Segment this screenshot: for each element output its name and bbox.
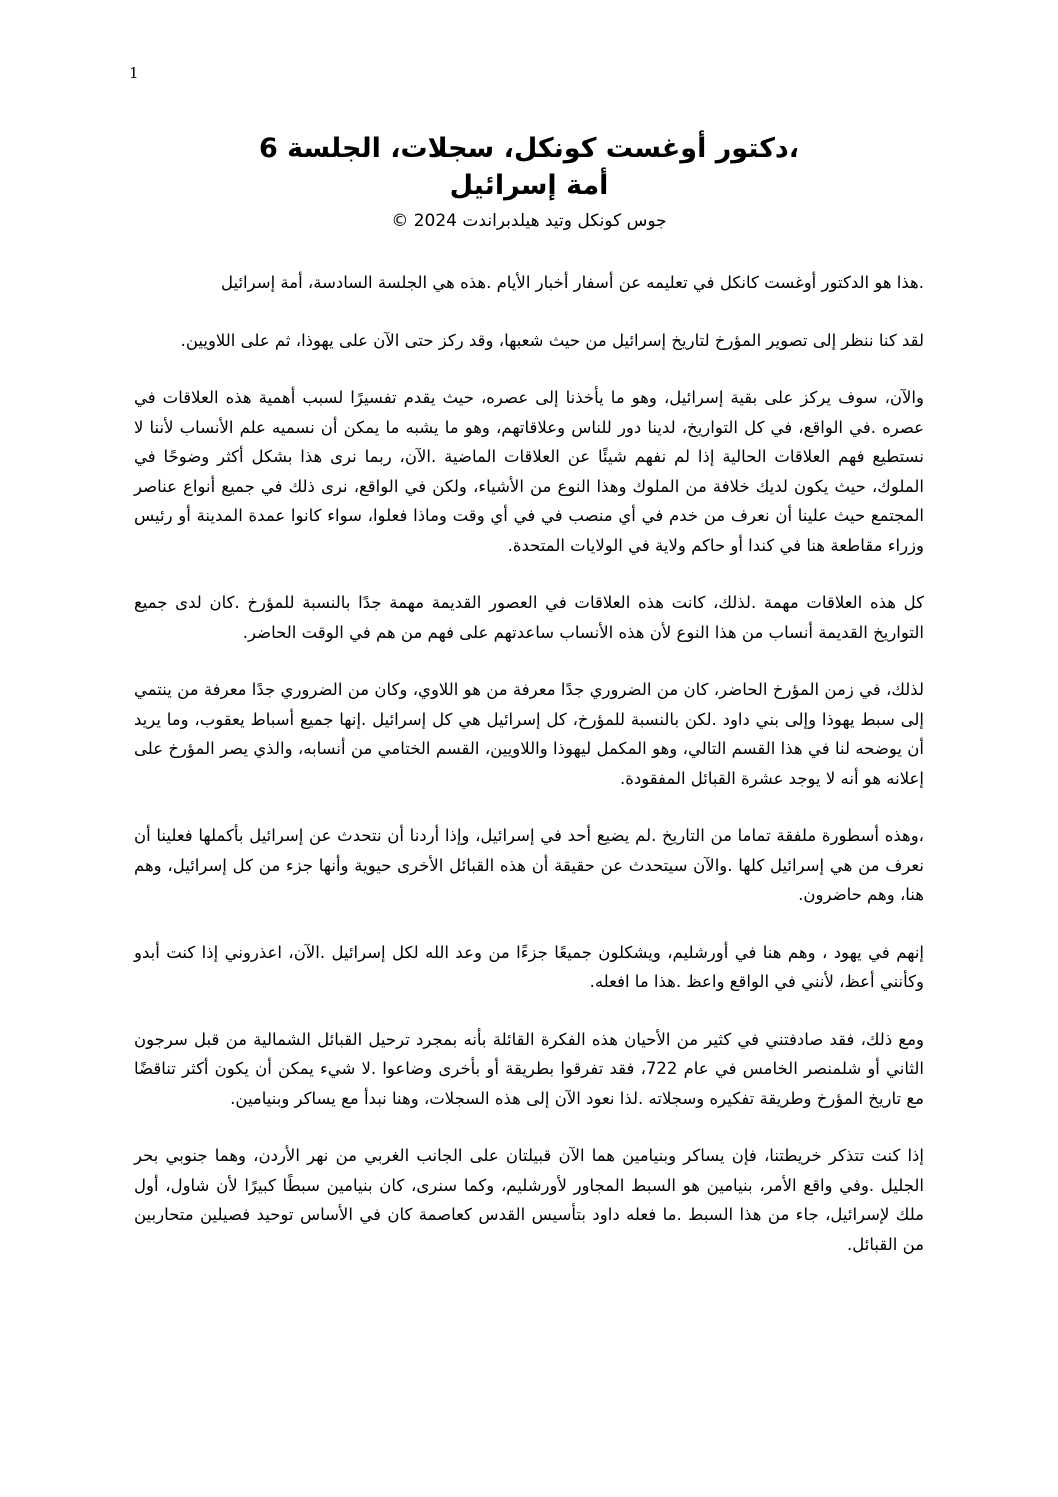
document-body (134, 268, 924, 1287)
document-header (0, 130, 1058, 234)
document-title-line-2: أمة إسرائيل (449, 170, 609, 201)
document-title-line-1: ،دكتور أوغست كونكل، سجلات، الجلسة 6 (258, 133, 800, 164)
paragraph-7: إنهم في يهود ، وهم هنا في أورشليم، ويشكلون جميعًا جزءًا من وعد الله لكل إسرائيل .الآن، اعذروني إذا كنت أبدو وكأنني أعظ، لأنني في الواقع واعظ .هذا ما افعله. (134, 942, 924, 991)
paragraph-9: إذا كنت تتذكر خريطتنا، فإن يساكر وبنيامين هما الآن قبيلتان على الجانب الغربي من نهر الأردن، وهما جنوبي بحر الجليل .وفي واقع الأمر، بنيامين هو السبط المجاور لأورشليم، وكما سنرى، كان بنيامين سبطًا كبيرًا لأن شاول، أول ملك لإسرائيل، جاء من هذا السبط .ما فعله داود بتأسيس القدس كعاصمة كان في الأساس توحيد فصيلين متحاربين من القبائل. (134, 1146, 924, 1254)
paragraph-1: .هذا هو الدكتور أوغست كانكل في تعليمه عن أسفار أخبار الأيام .هذه هي الجلسة السادسة، أمة إسرائيل (220, 273, 924, 292)
paragraph-2: لقد كنا ننظر إلى تصوير المؤرخ لتاريخ إسرائيل من حيث شعبها، وقد ركز حتى الآن على يهوذا، ثم على اللاويين. (180, 330, 924, 350)
paragraph-6: ،وهذه أسطورة ملفقة تماما من التاريخ .لم يضيع أحد في إسرائيل، وإذا أردنا أن نتحدث عن إسرائيل بأكملها فعلينا أن نعرف من هي إسرائيل كلها .والآن سيتحدث عن حقيقة أن هذه القبائل الأخرى حيوية وأنها جزء من كل إسرائيل، وهم هنا، وهم حاضرون. (134, 826, 924, 904)
paragraph-4: كل هذه العلاقات مهمة .لذلك، كانت هذه العلاقات في العصور القديمة مهمة جدًا بالنسبة للمؤرخ .كان لدى جميع التواريخ القديمة أنساب من هذا النوع لأن هذه الأنساب ساعدتهم على فهم من هم في الوقت الحاضر. (134, 593, 924, 642)
paragraph-5: لذلك، في زمن المؤرخ الحاضر، كان من الضروري جدًا معرفة من هو اللاوي، وكان من الضروري جدًا معرفة من ينتمي إلى سبط يهوذا وإلى بني داود .لكن بالنسبة للمؤرخ، كل إسرائيل هي كل إسرائيل .إنها جميع أسباط يعقوب، وما يريد أن يوضحه لنا في هذا القسم التالي، وهو المكمل ليهوذا واللاويين، القسم الختامي من أنسابه، والذي يصر المؤرخ على إعلانه هو أنه لا يوجد عشرة القبائل المفقودة. (134, 680, 924, 788)
copyright-line: جوس كونكل وتيد هيلدبراندت 2024 © (391, 211, 667, 231)
page-number: 1 (129, 64, 139, 82)
paragraph-8: ومع ذلك، فقد صادفتني في كثير من الأحيان هذه الفكرة القائلة بأنه بمجرد ترحيل القبائل الشمالية من قبل سرجون الثاني أو شلمنصر الخامس في عام 722، فقد تفرقوا بطريقة أو بأخرى وضاعوا .لا شيء يمكن أن يكون أكثر تناقضًا مع تاريخ المؤرخ وطريقة تفكيره وسجلاته .لذا نعود الآن إلى هذه السجلات، وهنا نبدأ مع يساكر وبنيامين. (134, 1029, 924, 1108)
paragraph-3: والآن، سوف يركز على بقية إسرائيل، وهو ما يأخذنا إلى عصره، حيث يقدم تفسيرًا لسبب أهمية هذه العلاقات في عصره .في الواقع، في كل التواريخ، لدينا دور للناس وعلاقاتهم، وهو ما يشبه ما يمكن أن نسميه علم الأنساب لأننا لا نستطيع فهم العلاقات الحالية إذا لم نفهم شيئًا عن العلاقات الماضية .الآن، ربما نرى هذا بشكل أكثر وضوحًا في الملوك، حيث يكون لديك خلافة من الملوك وهذا النوع من الأشياء، ولكن في الواقع، نرى ذلك في جميع أنواع عناصر المجتمع حيث علينا أن نعرف من خدم في أي منصب في في أي وقت وماذا فعلوا، سواء كانوا عمدة المدينة أو رئيس وزراء مقاطعة هنا في كندا أو حاكم ولاية في الولايات المتحدة. (134, 388, 924, 555)
